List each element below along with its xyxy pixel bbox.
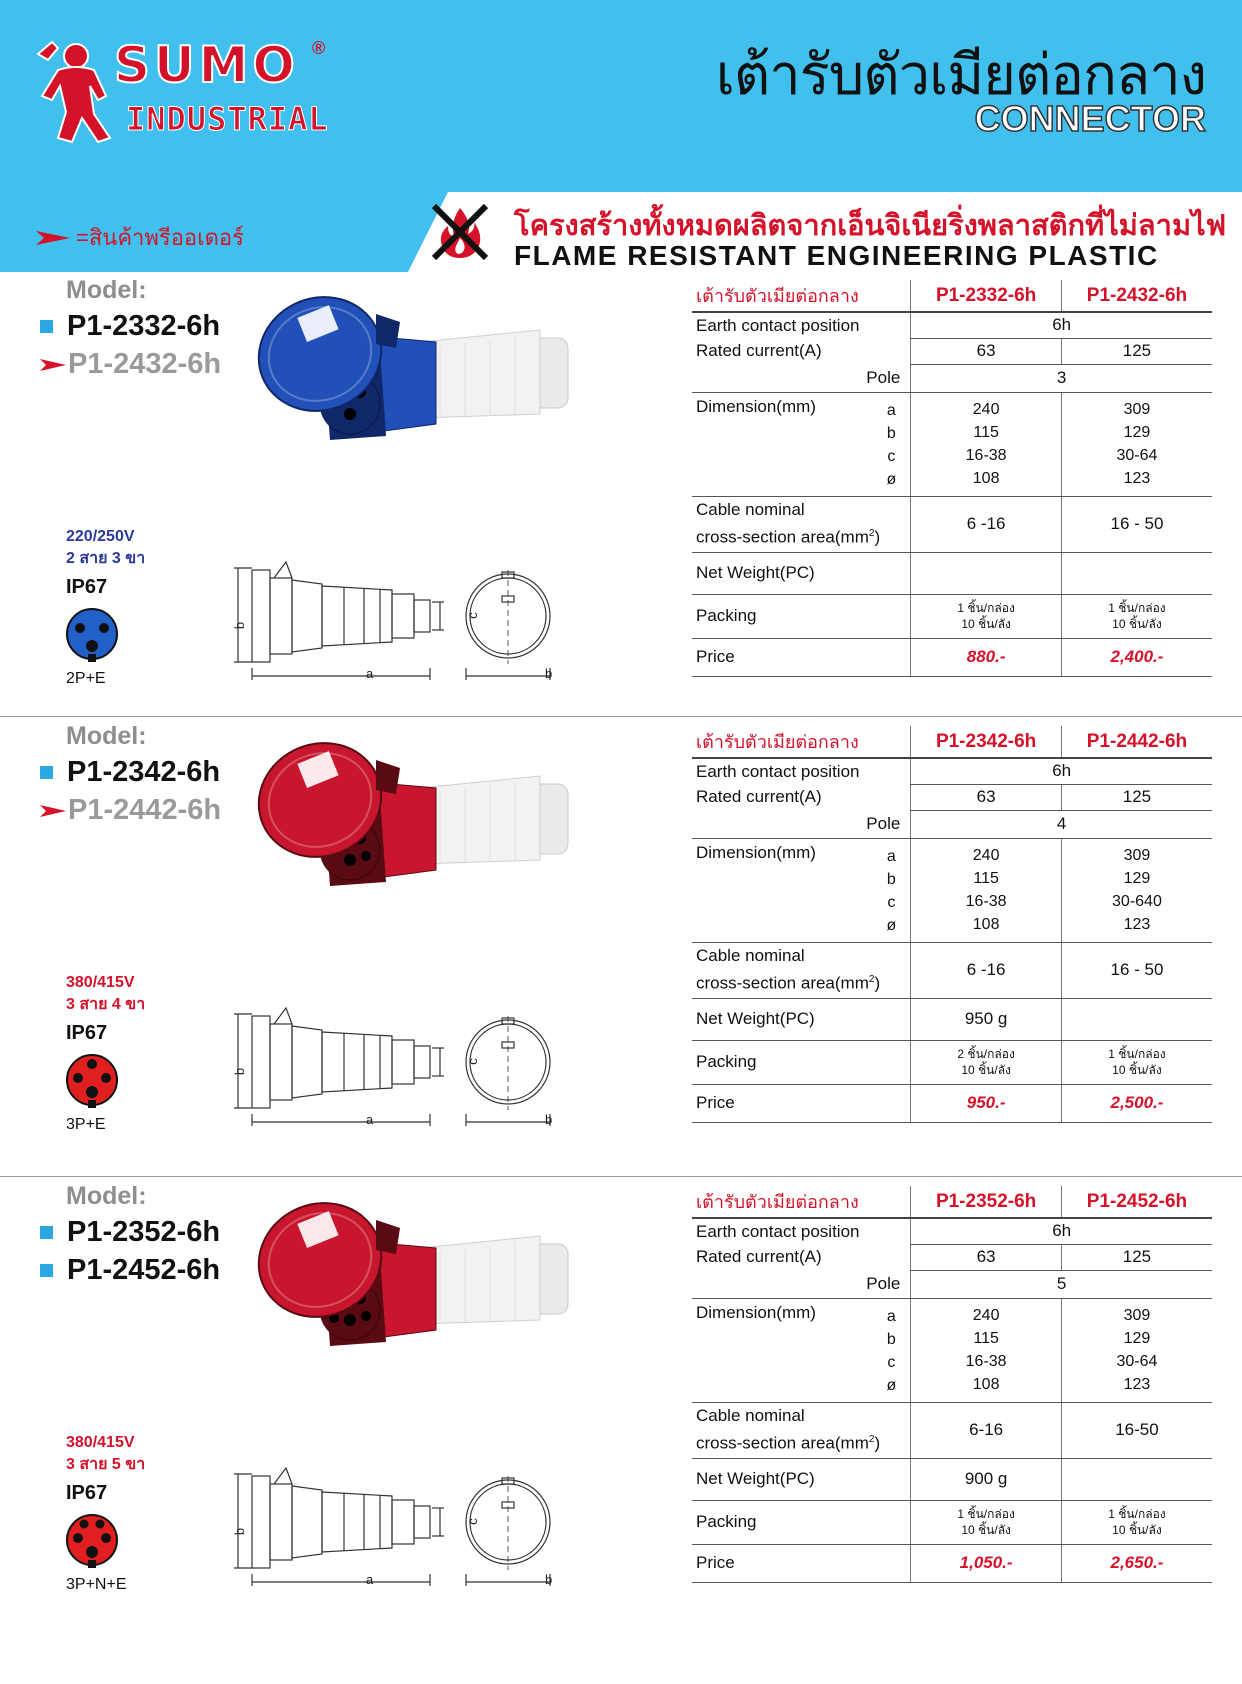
dimension-key: a — [886, 1307, 896, 1325]
cable-value-1: 6 -16 — [911, 942, 1062, 998]
cable-label-close: ) — [874, 527, 881, 547]
earth-label: Earth contact position — [696, 315, 860, 335]
cable-value-2: 16-50 — [1061, 1402, 1212, 1458]
dim-c-label: c — [464, 1058, 480, 1065]
cable-label-sup: 2 — [868, 1434, 875, 1446]
dimension-key: b — [886, 1330, 896, 1348]
dimension-values-2 — [1066, 844, 1208, 936]
cable-label-line-2 — [696, 968, 906, 996]
packing-value-2 — [1066, 1506, 1208, 1538]
spec-table — [692, 1186, 1212, 1583]
table-row — [692, 1458, 1212, 1500]
dimension-value: 123 — [1123, 916, 1151, 933]
packing-line: 10 ชิ้น/ลัง — [1112, 617, 1162, 631]
dimension-values-1 — [915, 398, 1057, 490]
wire-config: 2 สาย 3 ขา — [66, 550, 146, 567]
preorder-arrow-icon — [40, 359, 66, 371]
earth-value: 6h — [911, 1218, 1212, 1244]
packing-label: Packing — [692, 1040, 911, 1084]
ip-rating: IP67 — [66, 1482, 108, 1504]
model-code: P1-2352-6h — [67, 1216, 221, 1248]
cable-value-2: 16 - 50 — [1061, 496, 1212, 552]
dimension-value: 129 — [1123, 424, 1151, 441]
dimension-value: 240 — [972, 401, 1000, 418]
price-value-1: 1,050.- — [911, 1544, 1062, 1582]
weight-label: Net Weight(PC) — [692, 552, 911, 594]
table-row — [692, 758, 1212, 784]
price-value-2: 2,400.- — [1061, 638, 1212, 676]
table-header-row — [692, 280, 1212, 312]
dimension-label: Dimension(mm) — [696, 1302, 816, 1322]
packing-line: 1 ชิ้น/กล่อง — [1108, 601, 1166, 615]
dim-b2-label: b — [545, 1572, 553, 1587]
brand-logo — [28, 34, 348, 146]
dimension-label: Dimension(mm) — [696, 842, 816, 862]
table-row — [692, 942, 1212, 998]
dimension-key: b — [886, 424, 896, 442]
dimension-key: c — [887, 893, 896, 911]
cable-label-text: cross-section area(mm — [696, 973, 869, 993]
dim-b2-label: b — [545, 1112, 553, 1127]
dimension-value: 16-38 — [965, 447, 1007, 464]
cable-label-line-1: Cable nominal — [696, 946, 805, 966]
dimension-value: 123 — [1123, 1376, 1151, 1393]
weight-value-1: 900 g — [911, 1458, 1062, 1500]
dim-b2-label: b — [545, 666, 553, 681]
dim-a-label: a — [366, 666, 374, 681]
connector-product-image — [250, 1192, 590, 1392]
packing-line: 1 ชิ้น/กล่อง — [1108, 1507, 1166, 1521]
bullet-square-icon — [40, 766, 53, 779]
connector-product-image — [250, 286, 590, 486]
dimension-values-1 — [915, 1304, 1057, 1396]
cable-label-line-1: Cable nominal — [696, 1406, 805, 1426]
voltage-rating: 380/415V — [66, 974, 135, 991]
dimension-key: b — [886, 870, 896, 888]
price-value-2: 2,650.- — [1061, 1544, 1212, 1582]
dim-a-label: a — [366, 1572, 374, 1587]
socket-face-icon — [64, 606, 120, 666]
cable-label-close: ) — [874, 1433, 881, 1453]
socket-face-icon — [64, 1512, 120, 1572]
pole-config: 3P+E — [66, 1116, 106, 1133]
table-row — [692, 1402, 1212, 1458]
red-arrow-icon — [36, 231, 70, 245]
socket-face-icon — [64, 1052, 120, 1112]
packing-value-1 — [915, 600, 1057, 632]
table-row — [692, 594, 1212, 638]
dimension-drawing — [222, 1462, 622, 1592]
dimension-drawing — [222, 1002, 622, 1132]
dimension-label: Dimension(mm) — [696, 396, 816, 416]
pole-value: 4 — [911, 810, 1212, 838]
rated-label: Rated current(A) — [696, 1247, 822, 1266]
model-label: Model: — [66, 722, 147, 750]
price-label: Price — [692, 1544, 911, 1582]
brand-name: SUMO — [114, 36, 299, 94]
weight-label: Net Weight(PC) — [692, 998, 911, 1040]
packing-value-2 — [1066, 1046, 1208, 1078]
voltage-block — [66, 1432, 145, 1476]
dimension-key: ø — [886, 916, 897, 934]
dimension-drawing — [222, 556, 622, 686]
weight-value-1: 950 g — [911, 998, 1062, 1040]
pole-value: 3 — [911, 364, 1212, 392]
table-header-model-2: P1-2452-6h — [1061, 1186, 1212, 1218]
packing-line: 1 ชิ้น/กล่อง — [957, 1507, 1015, 1521]
dimension-value: 129 — [1123, 870, 1151, 887]
packing-line: 10 ชิ้น/ลัง — [961, 617, 1011, 631]
table-row — [692, 1084, 1212, 1122]
table-row — [692, 1270, 1212, 1298]
voltage-rating: 220/250V — [66, 528, 135, 545]
dimension-key: c — [887, 447, 896, 465]
dimension-values-2 — [1066, 398, 1208, 490]
dim-c-label: c — [464, 1518, 480, 1525]
dim-a-label: a — [366, 1112, 374, 1127]
table-row — [692, 364, 1212, 392]
price-value-2: 2,500.- — [1061, 1084, 1212, 1122]
spec-table — [692, 726, 1212, 1123]
bullet-square-icon — [40, 1264, 53, 1277]
table-row — [692, 1544, 1212, 1582]
dimension-value: 108 — [972, 916, 1000, 933]
rated-value-2: 125 — [1061, 784, 1212, 810]
dimension-value: 115 — [973, 424, 999, 441]
packing-line: 10 ชิ้น/ลัง — [1112, 1523, 1162, 1537]
table-row — [692, 496, 1212, 552]
wire-config: 3 สาย 4 ขา — [66, 996, 146, 1013]
dimension-value: 309 — [1123, 1307, 1151, 1324]
dimension-values-1 — [915, 844, 1057, 936]
table-header-title: เต้ารับตัวเมียต่อกลาง — [692, 280, 911, 312]
table-header-model-1: P1-2342-6h — [911, 726, 1062, 758]
table-row — [692, 338, 1212, 364]
dimension-keys — [876, 393, 906, 491]
section-divider — [0, 716, 1242, 717]
table-row — [692, 638, 1212, 676]
model-code: P1-2342-6h — [67, 756, 221, 788]
dimension-values-2 — [1066, 1304, 1208, 1396]
dimension-key: ø — [886, 1376, 897, 1394]
table-row — [692, 312, 1212, 338]
section-divider — [0, 1176, 1242, 1177]
cable-label-line-2 — [696, 1428, 906, 1456]
rated-value-1: 63 — [911, 784, 1062, 810]
table-row — [692, 998, 1212, 1040]
dimension-value: 309 — [1123, 401, 1151, 418]
voltage-block — [66, 526, 145, 570]
packing-line: 1 ชิ้น/กล่อง — [957, 601, 1015, 615]
model-label: Model: — [66, 1182, 147, 1210]
packing-label: Packing — [692, 594, 911, 638]
earth-value: 6h — [911, 312, 1212, 338]
dimension-value: 16-38 — [965, 893, 1007, 910]
rated-value-2: 125 — [1061, 338, 1212, 364]
cable-label-sup: 2 — [868, 528, 875, 540]
model-code: P1-2432-6h — [68, 348, 222, 380]
dimension-key: ø — [886, 470, 897, 488]
dimension-keys — [876, 1299, 906, 1397]
packing-value-1 — [915, 1046, 1057, 1078]
earth-label: Earth contact position — [696, 1221, 860, 1241]
page-title-english: CONNECTOR — [974, 98, 1206, 139]
model-label: Model: — [66, 276, 147, 304]
table-header-model-1: P1-2352-6h — [911, 1186, 1062, 1218]
cable-label — [692, 1402, 911, 1458]
table-header-model-1: P1-2332-6h — [911, 280, 1062, 312]
table-row — [692, 1298, 1212, 1402]
preorder-legend — [36, 220, 244, 255]
dimension-value: 115 — [973, 1330, 999, 1347]
cable-label-text: cross-section area(mm — [696, 527, 869, 547]
dimension-value: 16-38 — [965, 1353, 1007, 1370]
cable-label-line-2 — [696, 522, 906, 550]
rated-label: Rated current(A) — [696, 787, 822, 806]
cable-value-2: 16 - 50 — [1061, 942, 1212, 998]
pole-config: 3P+N+E — [66, 1576, 127, 1593]
rated-value-2: 125 — [1061, 1244, 1212, 1270]
table-header-title: เต้ารับตัวเมียต่อกลาง — [692, 726, 911, 758]
pole-config: 2P+E — [66, 670, 106, 687]
table-header-title: เต้ารับตัวเมียต่อกลาง — [692, 1186, 911, 1218]
table-header-row — [692, 1186, 1212, 1218]
model-code: P1-2452-6h — [67, 1254, 221, 1286]
preorder-legend-text: =สินค้าพรีออเดอร์ — [76, 225, 244, 250]
dimension-value: 129 — [1123, 1330, 1151, 1347]
packing-line: 10 ชิ้น/ลัง — [961, 1523, 1011, 1537]
packing-line: 10 ชิ้น/ลัง — [1112, 1063, 1162, 1077]
table-header-row — [692, 726, 1212, 758]
page-title-thai: เต้ารับตัวเมียต่อกลาง — [715, 43, 1206, 108]
pole-label: Pole — [692, 1270, 911, 1298]
packing-label: Packing — [692, 1500, 911, 1544]
dim-b-label: b — [232, 621, 248, 630]
cable-label-text: cross-section area(mm — [696, 1433, 869, 1453]
earth-value: 6h — [911, 758, 1212, 784]
brand-subtitle: INDUSTRIAL — [126, 100, 329, 138]
table-row — [692, 1500, 1212, 1544]
dimension-value: 30-64 — [1116, 447, 1158, 464]
dimension-value: 240 — [972, 847, 1000, 864]
dimension-key: a — [886, 847, 896, 865]
cable-value-1: 6-16 — [911, 1402, 1062, 1458]
model-name — [40, 1216, 220, 1249]
packing-line: 2 ชิ้น/กล่อง — [957, 1047, 1015, 1061]
table-row — [692, 392, 1212, 496]
cable-label-line-1: Cable nominal — [696, 500, 805, 520]
cable-label-sup: 2 — [868, 974, 875, 986]
pole-label: Pole — [692, 810, 911, 838]
weight-value-2 — [1061, 998, 1212, 1040]
no-flame-icon — [428, 200, 492, 264]
bullet-square-icon — [40, 1226, 53, 1239]
connector-product-image — [250, 732, 590, 932]
price-label: Price — [692, 1084, 911, 1122]
model-code: P1-2332-6h — [67, 310, 221, 342]
dimension-cell — [696, 393, 906, 491]
model-name — [40, 794, 221, 827]
dimension-value: 30-640 — [1112, 893, 1162, 910]
bullet-square-icon — [40, 320, 53, 333]
dimension-key: a — [886, 401, 896, 419]
cable-value-1: 6 -16 — [911, 496, 1062, 552]
packing-line: 1 ชิ้น/กล่อง — [1108, 1047, 1166, 1061]
dimension-value: 108 — [972, 470, 1000, 487]
voltage-block — [66, 972, 145, 1016]
ip-rating: IP67 — [66, 576, 108, 598]
table-row — [692, 784, 1212, 810]
dimension-cell — [696, 1299, 906, 1397]
model-name — [40, 348, 221, 381]
model-name — [40, 1254, 220, 1287]
packing-value-2 — [1066, 600, 1208, 632]
rated-label: Rated current(A) — [696, 341, 822, 360]
cable-label — [692, 942, 911, 998]
table-row — [692, 838, 1212, 942]
packing-line: 10 ชิ้น/ลัง — [961, 1063, 1011, 1077]
model-name — [40, 756, 220, 789]
wire-config: 3 สาย 5 ขา — [66, 1456, 146, 1473]
weight-label: Net Weight(PC) — [692, 1458, 911, 1500]
voltage-rating: 380/415V — [66, 1434, 135, 1451]
table-row — [692, 1244, 1212, 1270]
table-row — [692, 552, 1212, 594]
price-value-1: 880.- — [911, 638, 1062, 676]
dimension-keys — [876, 839, 906, 937]
sumo-wrestler-icon — [28, 34, 124, 146]
price-value-1: 950.- — [911, 1084, 1062, 1122]
rated-value-1: 63 — [911, 338, 1062, 364]
dimension-key: c — [887, 1353, 896, 1371]
dim-c-label: c — [464, 612, 480, 619]
dimension-value: 240 — [972, 1307, 1000, 1324]
dimension-value: 30-64 — [1116, 1353, 1158, 1370]
table-row — [692, 810, 1212, 838]
dimension-value: 108 — [972, 1376, 1000, 1393]
cable-label-close: ) — [874, 973, 881, 993]
spec-table — [692, 280, 1212, 677]
registered-mark: ® — [312, 38, 326, 58]
model-code: P1-2442-6h — [68, 794, 222, 826]
dimension-value: 115 — [973, 870, 999, 887]
preorder-arrow-icon — [40, 805, 66, 817]
table-row — [692, 1040, 1212, 1084]
price-label: Price — [692, 638, 911, 676]
table-header-model-2: P1-2442-6h — [1061, 726, 1212, 758]
dimension-value: 123 — [1123, 470, 1151, 487]
dim-b-label: b — [232, 1067, 248, 1076]
model-name — [40, 310, 220, 343]
dimension-value: 309 — [1123, 847, 1151, 864]
table-row — [692, 1218, 1212, 1244]
rated-value-1: 63 — [911, 1244, 1062, 1270]
ip-rating: IP67 — [66, 1022, 108, 1044]
weight-value-1 — [911, 552, 1062, 594]
weight-value-2 — [1061, 1458, 1212, 1500]
cable-label — [692, 496, 911, 552]
earth-label: Earth contact position — [696, 761, 860, 781]
pole-value: 5 — [911, 1270, 1212, 1298]
table-header-model-2: P1-2432-6h — [1061, 280, 1212, 312]
pole-label: Pole — [692, 364, 911, 392]
packing-value-1 — [915, 1506, 1057, 1538]
feature-thai: โครงสร้างทั้งหมดผลิตจากเอ็นจิเนียริ่งพลาสติกที่ไม่ลามไฟ — [514, 208, 1227, 242]
weight-value-2 — [1061, 552, 1212, 594]
feature-english: FLAME RESISTANT ENGINEERING PLASTIC — [514, 240, 1159, 271]
dimension-cell — [696, 839, 906, 937]
dim-b-label: b — [232, 1527, 248, 1536]
